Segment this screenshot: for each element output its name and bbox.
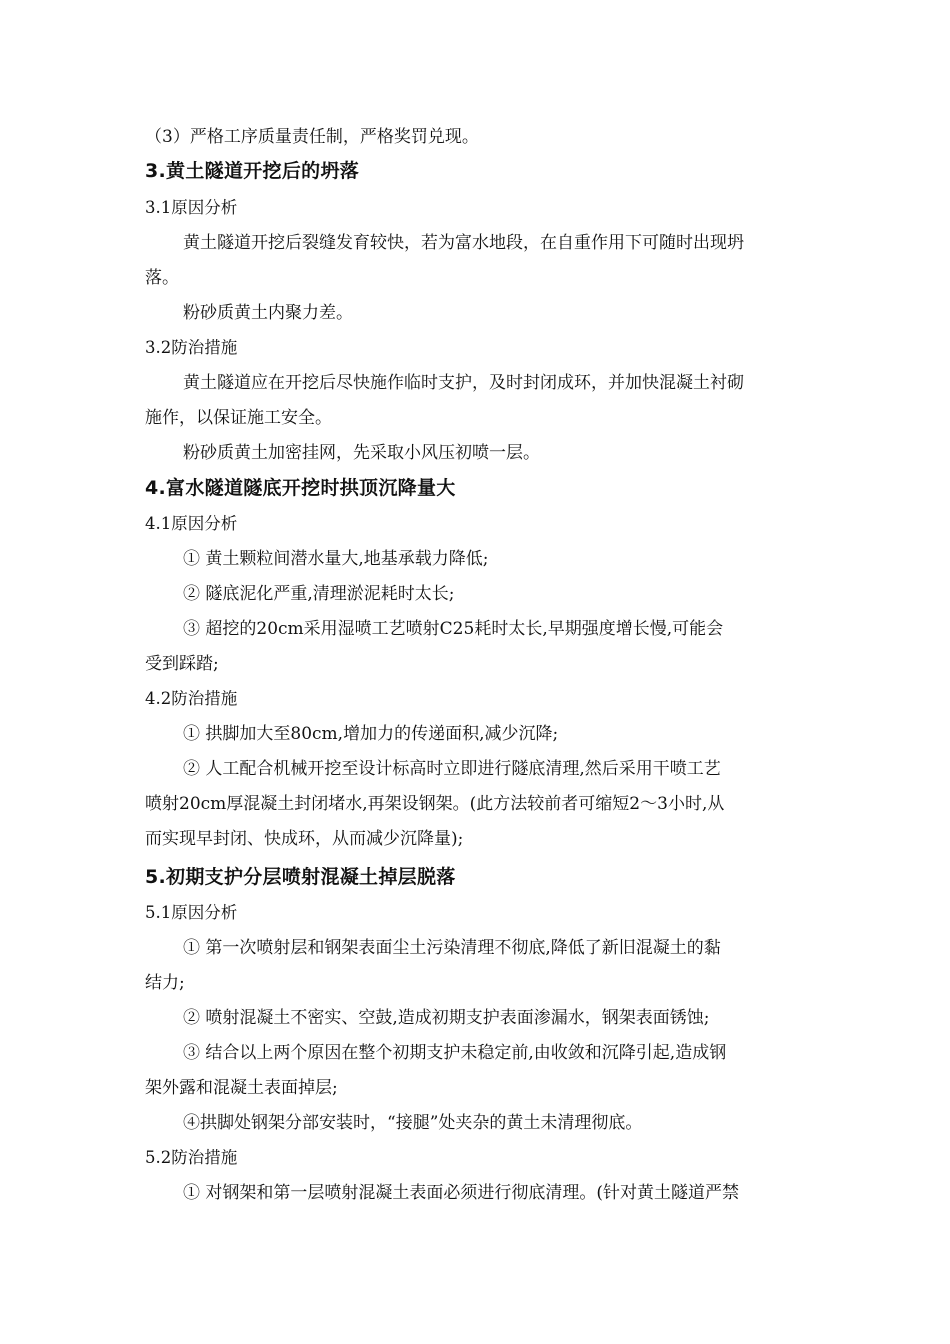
paragraph-line: 黄土隧道开挖后裂缝发育较快，若为富水地段，在自重作用下可随时出现坍 [183,233,744,253]
list-item: ① 拱脚加大至80cm,增加力的传递面积,减少沉降; [183,724,559,744]
paragraph-line: 受到踩踏; [145,654,219,674]
section-heading-4: 4.富水隧道隧底开挖时拱顶沉降量大 [145,477,456,499]
subsection-heading-5-1: 5.1原因分析 [145,903,238,922]
paragraph-line: 而实现早封闭、快成环，从而减少沉降量); [145,829,464,849]
paragraph-line: 结力; [145,973,185,993]
list-item: ① 黄土颗粒间潜水量大,地基承载力降低; [183,549,489,569]
section-heading-5: 5.初期支护分层喷射混凝土掉层脱落 [145,866,456,888]
subsection-heading-5-2: 5.2防治措施 [145,1148,238,1167]
list-item: ③ 结合以上两个原因在整个初期支护未稳定前,由收敛和沉降引起,造成钢 [183,1043,727,1063]
list-item: ① 对钢架和第一层喷射混凝土表面必须进行彻底清理。(针对黄土隧道严禁 [183,1183,740,1203]
paragraph-line: 落。 [145,268,179,288]
paragraph-line: 粉砂质黄土加密挂网，先采取小风压初喷一层。 [183,443,540,463]
list-item: ② 人工配合机械开挖至设计标高时立即进行隧底清理,然后采用干喷工艺 [183,759,721,779]
list-item: ② 喷射混凝土不密实、空鼓,造成初期支护表面渗漏水，钢架表面锈蚀; [183,1008,710,1028]
subsection-heading-4-2: 4.2防治措施 [145,689,238,708]
subsection-heading-3-2: 3.2防治措施 [145,338,238,357]
list-item: ① 第一次喷射层和钢架表面尘土污染清理不彻底,降低了新旧混凝土的黏 [183,938,721,958]
paragraph-line: 施作，以保证施工安全。 [145,408,332,428]
paragraph-line: （3）严格工序质量责任制，严格奖罚兑现。 [145,127,479,147]
paragraph-line: 喷射20cm厚混凝土封闭堵水,再架设钢架。(此方法较前者可缩短2～3小时,从 [145,794,725,814]
paragraph-line: 架外露和混凝土表面掉层; [145,1078,338,1098]
section-heading-3: 3.黄土隧道开挖后的坍落 [145,160,360,182]
subsection-heading-3-1: 3.1原因分析 [145,198,238,217]
list-item: ④拱脚处钢架分部安装时，“接腿”处夹杂的黄土未清理彻底。 [183,1113,643,1133]
list-item: ③ 超挖的20cm采用湿喷工艺喷射C25耗时太长,早期强度增长慢,可能会 [183,619,724,639]
list-item: ② 隧底泥化严重,清理淤泥耗时太长; [183,584,455,604]
paragraph-line: 黄土隧道应在开挖后尽快施作临时支护，及时封闭成环，并加快混凝土衬砌 [183,373,744,393]
subsection-heading-4-1: 4.1原因分析 [145,514,238,533]
paragraph-line: 粉砂质黄土内聚力差。 [183,303,353,323]
